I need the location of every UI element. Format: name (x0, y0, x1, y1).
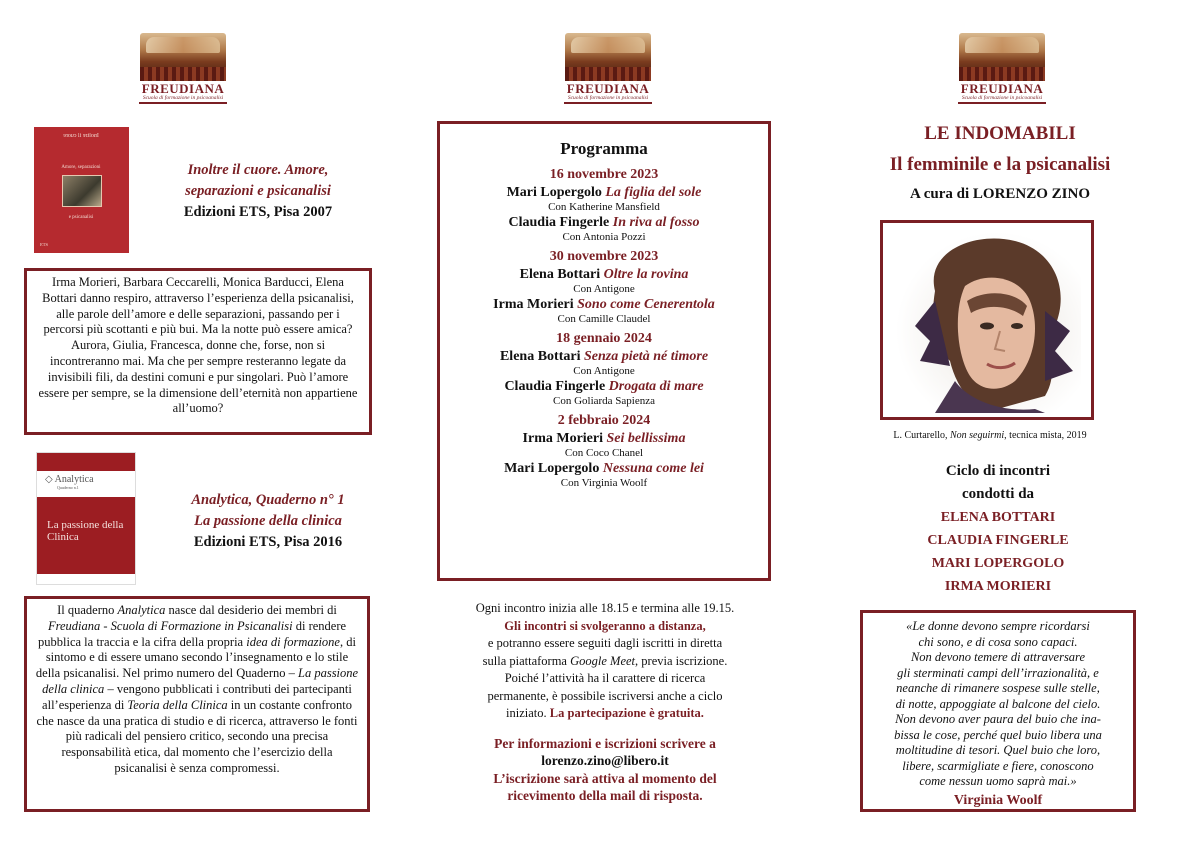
talk-line (440, 461, 768, 477)
talk-title: Senza pietà né timore (583, 349, 709, 364)
talk-speaker: Mari Lopergolo (506, 185, 602, 200)
talk-title: Nessuna come lei (602, 461, 704, 476)
talk-line (440, 267, 768, 283)
event-title-block (840, 120, 1160, 206)
freudiana-logo-right (956, 33, 1048, 103)
talk-line (440, 297, 768, 313)
talk-line (440, 379, 768, 395)
leader-name: CLAUDIA FINGERLE (927, 533, 1069, 548)
google-meet-label: Google Meet (570, 653, 636, 668)
free-participation: La partecipazione è gratuita. (549, 706, 704, 720)
couch-image (565, 33, 651, 81)
logo-subtitle: Scuola di formazione in psicoanalisi (567, 95, 649, 101)
talk-speaker: Irma Morieri (493, 297, 574, 312)
book2-title-line1: Analytica, Quaderno n° 1 (191, 492, 345, 508)
book1-description: Irma Morieri, Barbara Ceccarelli, Monica Barducci, Elena Bottari danno respiro, attraverso l’esperienza della psicanalisi, alle parole dell’amore e delle separazioni, passando per i percorsi più scottanti e più bui. Ma la notte può essere amica? Aurora, Giulia, Francesca, donne che, forse, non si incontreranno mai. Ma che per sempre resteranno legate da invisibili fili, da destini comuni e pur singolari. Può l’amore essere per sempre, se la dimensione dell’eternità non appartiene all’uomo? (38, 275, 358, 416)
talk-speaker: Claudia Fingerle (504, 379, 606, 394)
talk-title: In riva al fosso (612, 215, 700, 230)
talk-with: Con Camille Claudel (557, 313, 651, 325)
logo-subtitle: Scuola di formazione in psicoanalisi (961, 95, 1043, 101)
logo-name: FREUDIANA (960, 81, 1044, 96)
talk-with: Con Antonia Pozzi (562, 231, 646, 243)
session-date: 18 gennaio 2024 (556, 331, 652, 346)
book-cover-inoltre-il-cuore: Inoltre il cuore Amore, separazioni e psicanalisi ETS (34, 127, 129, 253)
session-date: 30 novembre 2023 (549, 249, 659, 264)
book2-title-block (160, 490, 376, 553)
woolf-quote-box (860, 610, 1136, 812)
talk-speaker: Mari Lopergolo (504, 461, 600, 476)
leader-name: MARI LOPERGOLO (931, 556, 1065, 571)
talk-title: Oltre la rovina (603, 267, 689, 282)
book1-title-line2: separazioni e psicanalisi (185, 183, 331, 199)
portrait-caption: L. Curtarello, Non seguirmi, tecnica mista, 2019 (893, 430, 1087, 441)
talk-with: Con Virginia Woolf (560, 477, 648, 489)
couch-image (140, 33, 226, 81)
leader-name: IRMA MORIERI (944, 579, 1052, 594)
portrait-frame (880, 220, 1094, 420)
talk-title: Sono come Cenerentola (577, 297, 715, 312)
session-date: 16 novembre 2023 (549, 167, 659, 182)
talk-speaker: Claudia Fingerle (508, 215, 610, 230)
quote-text: «Le donne devono sempre ricordarsi chi sono, e di cosa sono capaci. Non devono temere di attraversare gli sterminati campi dell’irrazionalità, e neanche di rimanere sospese sulle stelle, di notte, appoggiate al balcone del cielo. Non devono aver paura del buio che ina- bissa le cose, perché quel buio libera una moltitudine di tesori. Quel buio che loro, libere, scarmigliate e fiere, conoscono come nessun uomo saprà mai.» (894, 619, 1102, 788)
info-block: Ogni incontro inizia alle 18.15 e termina alle 19.15. Gli incontri si svolgeranno a distanza, e potranno essere seguiti dagli iscritti in diretta sulla piattaforma Google Meet, previa iscrizione. Poiché l’attività ha il carattere di ricerca permanente, è possibile iscriversi anche a ciclo iniziato. La partecipazione è gratuita. Per informazioni e iscrizioni scrivere a lorenzo.zino@libero.it L’iscrizione sarà attiva al momento del ricevimento della mail di risposta. (440, 600, 770, 805)
program-sessions (440, 167, 768, 489)
talk-with: Con Antigone (573, 365, 635, 377)
logo-name: FREUDIANA (566, 81, 650, 96)
event-title: LE INDOMABILI (924, 123, 1076, 144)
program-box (437, 121, 771, 581)
cycle-block: Ciclo di incontri condotti da ELENA BOTTARI CLAUDIA FINGERLE MARI LOPERGOLO IRMA MORIERI (860, 460, 1136, 598)
talk-line (440, 349, 768, 365)
book2-publisher: Edizioni ETS, Pisa 2016 (193, 534, 343, 550)
book1-title-block (150, 160, 366, 223)
freudiana-logo-left (137, 33, 229, 103)
program-heading: Programma (560, 139, 648, 158)
talk-with: Con Goliarda Sapienza (552, 395, 656, 407)
logo-subtitle: Scuola di formazione in psicoanalisi (142, 95, 224, 101)
talk-line (440, 215, 768, 231)
book-cover-analytica: ◇ Analytica Quaderno n.1 La passione della Clinica (36, 452, 136, 585)
book1-publisher: Edizioni ETS, Pisa 2007 (183, 204, 333, 220)
talk-line (440, 185, 768, 201)
talk-speaker: Elena Bottari (499, 349, 581, 364)
book1-description-box (24, 268, 372, 435)
talk-title: Drogata di mare (608, 379, 704, 394)
book2-description-box: Il quaderno Analytica nasce dal desiderio dei membri di Freudiana - Scuola di Formazione in Psicanalisi di rendere pubblica la traccia e la cifra della propria idea di formazione, di sintomo e di essere umano secondo l’insegnamento e lo stile della psicanalisi. Nel primo numero del Quaderno – La passione della clinica – vengono pubblicati i contributi dei partecipanti all’esperienza di Teoria della Clinica in un costante confronto che nasce da una pratica di studio e di ricerca, attraverso le fonti più radicali del pensiero critico, secondo una precisa responsabilità etica, dal momento che l’esercizio della psicanalisi è senza compromessi. (24, 596, 370, 812)
contact-email[interactable]: lorenzo.zino@libero.it (541, 753, 669, 768)
event-subtitle: Il femminile e la psicanalisi (889, 154, 1111, 175)
freudiana-logo-middle (562, 33, 654, 103)
talk-with: Con Coco Chanel (564, 447, 644, 459)
talk-title: Sei bellissima (606, 431, 686, 446)
logo-name: FREUDIANA (141, 81, 225, 96)
quote-author: Virginia Woolf (953, 792, 1043, 808)
cover-brand: Analytica (54, 474, 94, 485)
leader-name: ELENA BOTTARI (940, 510, 1056, 525)
portrait-artwork (895, 231, 1081, 413)
couch-image (959, 33, 1045, 81)
talk-line (440, 431, 768, 447)
book1-title-line1: Inoltre il cuore. Amore, (187, 162, 329, 178)
cover-title: La passione della Clinica (47, 519, 124, 543)
event-curator: A cura di LORENZO ZINO (909, 186, 1091, 202)
book2-title-line2: La passione della clinica (194, 513, 342, 529)
talk-speaker: Irma Morieri (522, 431, 603, 446)
talk-title: La figlia del sole (605, 185, 702, 200)
info-schedule: Ogni incontro inizia alle 18.15 e termina alle 19.15. (475, 601, 735, 615)
talk-with: Con Antigone (573, 283, 635, 295)
info-remote: Gli incontri si svolgeranno a distanza, (504, 618, 706, 633)
session-date: 2 febbraio 2024 (557, 413, 651, 428)
talk-speaker: Elena Bottari (519, 267, 601, 282)
talk-with: Con Katherine Mansfield (548, 201, 660, 213)
